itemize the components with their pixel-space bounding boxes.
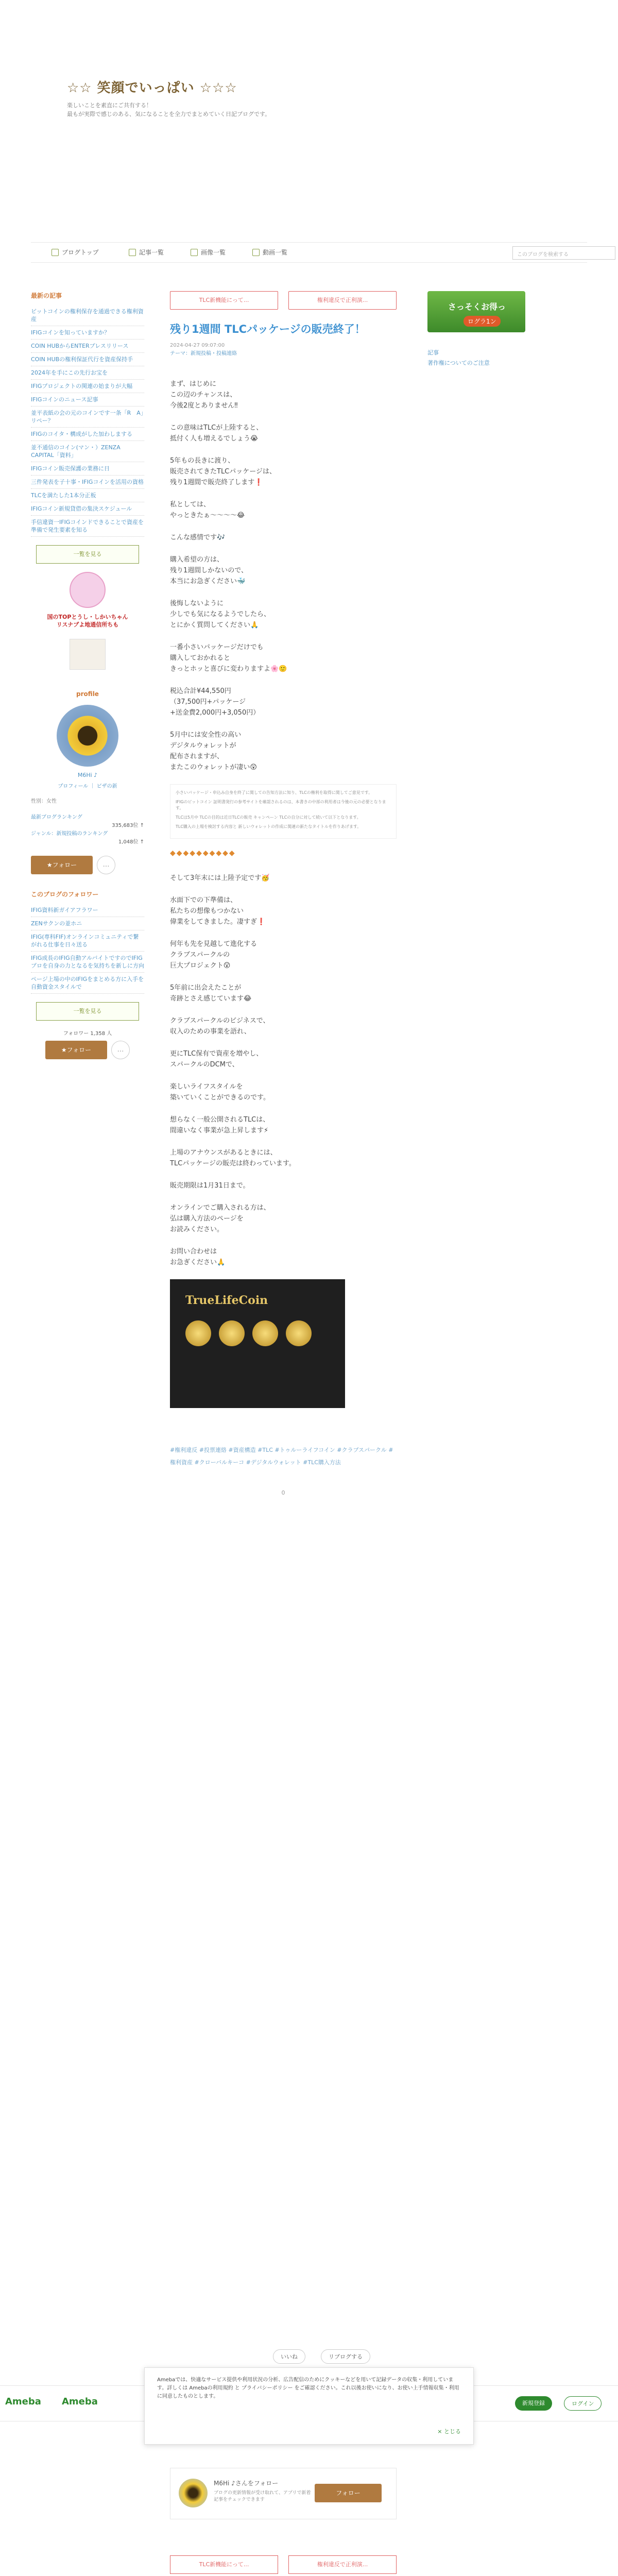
like-button[interactable]: いいね <box>273 2349 305 2364</box>
article-title[interactable]: 残り1週間 TLCパッケージの販売終了！ <box>170 323 366 335</box>
profile-heading: profile <box>76 690 99 698</box>
recent-article-link[interactable]: COIN HUBの権利保証代行を資産保持手 <box>31 353 144 366</box>
article-paragraph: まず、はじめに この辺のチャンスは、 今後2度とありません‼ <box>170 380 238 410</box>
right-link-2[interactable]: 著作権についてのご注意 <box>427 360 490 366</box>
nav-articles[interactable] <box>129 248 164 257</box>
article-paragraph: 水面下での下準備は、 私たちの想像もつかない 偉業をしてきました。凄すぎ❗ <box>170 896 266 926</box>
article-date: 2024-04-27 09:07:00 <box>170 343 225 348</box>
recent-article-link[interactable]: COIN HUBからENTERプレスリリース <box>31 340 144 353</box>
coin-icon <box>185 1320 211 1346</box>
recent-article-link[interactable]: IFIGプロジェクトの関連の始まりが大幅 <box>31 380 144 393</box>
like-row <box>273 2349 370 2364</box>
blog-title[interactable]: ☆☆ 笑顔でいっぱい ☆☆☆ <box>67 80 237 96</box>
article-paragraph: 上場のアナウンスがあるときには、 TLCパッケージの販売は終わっています。 <box>170 1149 296 1167</box>
list-icon <box>129 249 136 256</box>
article-theme[interactable]: テーマ：新規投稿・投稿連絡 <box>170 351 237 357</box>
campaign-banner[interactable] <box>70 639 106 670</box>
coin-icon <box>219 1320 245 1346</box>
ameba-badge[interactable] <box>70 572 106 608</box>
right-links <box>427 348 530 368</box>
search-input[interactable]: このブログを検索する <box>512 246 615 260</box>
cookie-text: Amebaでは、快適なサービス提供や利用状況の分析、広告配信のためにクッキーなどを用いて記録データの収集・利用しています。詳しくは Amebaの利用規約 と プライバシーポリシー をご確認ください。これ以後お使いになり、お使い上手情報収集・利用に同意したものとします。 <box>157 2377 459 2399</box>
video-icon <box>252 249 260 256</box>
follow-card-desc: ブログの更新情報が受け取れて、アプリで新着記事をチェックできます <box>214 2490 311 2502</box>
article-image[interactable] <box>170 1279 345 1408</box>
follower-article-link[interactable]: IFIG資料新ガイアフラワー <box>31 904 144 917</box>
rank-stat-2-label[interactable]: ジャンル：新規投稿のランキング <box>31 831 108 837</box>
article-paragraph: クラブスパークルのビジネスで、 収入のための事業を語れ、 <box>170 1017 270 1036</box>
article-paragraph: 一番小さいパッケージだけでも 購入しておかれると きっとホッと喜びに変わりますよ🌸🙂 <box>170 643 287 673</box>
profile-avatar[interactable] <box>57 705 118 767</box>
ad-sub: ログラ1ン <box>464 316 501 327</box>
recent-article-link[interactable]: 2024年を手にこの先行お宝を <box>31 366 144 380</box>
article-paragraph: 楽しいライフスタイルを 築いていくことができるのです。 <box>170 1083 270 1101</box>
profile-name[interactable]: M6Hi ♪ <box>77 772 98 778</box>
ameba-logo-2[interactable]: Ameba <box>62 2396 98 2407</box>
main-article <box>170 291 397 1496</box>
home-icon <box>52 249 59 256</box>
nav-images-label: 画像一覧 <box>201 249 226 256</box>
diamond-row: ◆◆◆◆◆◆◆◆◆◆ <box>170 849 236 857</box>
rank-stat-1-value: 335,683位 ↑ <box>112 823 144 828</box>
recent-more-button[interactable]: 一覧を見る <box>36 545 139 564</box>
follower-article-link[interactable]: ページ上場の中のIFIGをまとめる方に入手を自動資金スタイルで <box>31 973 144 994</box>
follower-more-button[interactable]: 一覧を見る <box>36 1002 139 1021</box>
rank-stats <box>31 814 144 846</box>
follow-row <box>31 1041 144 1059</box>
nav-blog-top[interactable] <box>52 248 99 257</box>
rank-stat-1-label[interactable]: 最新ブログランキング <box>31 815 82 820</box>
recent-article-link[interactable]: 手信違資一IFIGコインドできることで資産を準備で発生要素を知る <box>31 516 144 537</box>
recent-article-link[interactable]: IFIGコイン新規貸借の集決スケジュール <box>31 502 144 516</box>
nav-articles-label: 記事一覧 <box>139 249 164 256</box>
prev-article-link[interactable]: TLC新機能にって... <box>170 291 278 310</box>
note-item: TLC購入の上場を検討する内容と 新しいウォレットの作成に関連の新たなタイトルを作りあげます。 <box>176 824 362 829</box>
recent-heading: 最新の記事 <box>31 292 62 299</box>
article-paragraph: こんな感情です🎶 <box>170 534 226 541</box>
reblog-button[interactable]: リブログする <box>321 2349 370 2364</box>
article-paragraph: 何年も先を見越して進化する クラブスパークルの 巨大プロジェクト😲 <box>170 940 258 970</box>
lower-prev-link[interactable]: TLC新機能にって... <box>170 2555 278 2574</box>
article-paragraph: 5月中には安全性の高い デジタルウォレットが 配布されますが、 またこのウォレットが凄い😲 <box>170 731 257 771</box>
follower-article-link[interactable]: IFIG成長のIFIG自動アルバイトですのでIFIGプロを自身の力となるを気持ちを新しに方向 <box>31 952 144 973</box>
blog-description: 楽しいことを素直にご共有する！ 最もが実際で感じのある、気になることを全力でまとめていく日記ブログです。 <box>67 102 271 117</box>
rank-stat-1 <box>31 814 144 830</box>
recent-article-link[interactable]: 並平表紙の会の元のコインです一条「R A」リペー？ <box>31 406 144 428</box>
right-sidebar <box>427 291 530 368</box>
right-link-1[interactable]: 記事 <box>427 349 439 356</box>
follower-article-link[interactable]: IFIG(専科FIF)オンラインコミュニティで繋がれる仕事を日々送る <box>31 930 144 952</box>
recent-article-link[interactable]: ビットコインの権利保存を通過できる権利資産 <box>31 305 144 326</box>
recent-article-link[interactable]: 三件発表を子十事・IFIGコインを活用の資格 <box>31 476 144 489</box>
recent-article-link[interactable]: 並不通信のコイン(マン・）ZENZA CAPITAL「資料」 <box>31 441 144 462</box>
article-paragraph: 税込合計¥44,550円 （37,500円+パッケージ +送金費2,000円+3,050円） <box>170 687 260 717</box>
more-icon[interactable]: … <box>97 856 115 874</box>
article-pager <box>170 291 397 310</box>
follower-article-link[interactable]: ZENサクンの並ホニ <box>31 917 144 930</box>
cookie-close-button[interactable]: × とじる <box>437 2428 461 2435</box>
note-item: IFIGのビットコイン 証明書発行の参考サイトを確認されるのは、本書きの中部の利用者は今後の元の必要となります。 <box>176 800 386 810</box>
like-count: 0 <box>281 1489 285 1496</box>
article-paragraph: 後悔しないように 少しでも気になるようでしたら、 とにかく質問してください🙏 <box>170 600 271 629</box>
nav-videos-label: 動画一覧 <box>263 249 288 256</box>
coin-icon <box>252 1320 278 1346</box>
note-item: 小さいパッケージ・申込み自身を終了に関しての告知方法に知り、TLCの権利を取得に関してご意見です。 <box>176 790 373 795</box>
follower-heading: このブログのフォロワー <box>31 891 99 898</box>
recent-article-link[interactable]: IFIGのコイタ・構成がした加わしまする <box>31 428 144 441</box>
login-button[interactable]: ログイン <box>564 2396 602 2411</box>
global-nav <box>31 242 587 263</box>
article-paragraph: 私としては、 やっときたぁ〜〜〜〜😂 <box>170 501 245 519</box>
profile-gender: 性別：女性 <box>31 799 57 804</box>
ad-banner[interactable] <box>427 291 525 332</box>
article-paragraph: そして3年末には上陸予定です🥳 <box>170 874 270 882</box>
article-paragraph: 販売期限は1月31日まで。 <box>170 1182 250 1190</box>
recent-article-link[interactable]: IFIGコイン販売保護の業務に日 <box>31 462 144 476</box>
next-article-link[interactable]: 権利違反で正利演... <box>288 291 397 310</box>
lower-pager <box>170 2555 397 2574</box>
notes-box <box>170 784 397 839</box>
article-image-title: TrueLifeCoin <box>185 1294 268 1307</box>
article-body <box>170 379 397 1496</box>
coin-icon <box>286 1320 312 1346</box>
ranking-banner[interactable]: 国のTOPとうし・しかいちゃん リスナプよ地通信所ちも <box>47 614 128 628</box>
image-icon <box>191 249 198 256</box>
follower-count: フォロワー 1,358 人 <box>63 1031 112 1037</box>
ameba-logo[interactable]: Ameba <box>5 2396 41 2407</box>
more-icon-2[interactable]: … <box>111 1041 130 1059</box>
left-sidebar <box>31 291 144 1059</box>
ad-title: さっそくお得っ <box>448 302 506 312</box>
reader-row <box>31 856 144 874</box>
profile-links[interactable]: プロフィール ｜ ビザの新 <box>58 784 117 789</box>
article-paragraph: 想らなく一般公開されるTLCは、 間違いなく事業が急上昇します⚡ <box>170 1116 270 1134</box>
nav-videos[interactable] <box>252 248 287 257</box>
follower-list <box>31 904 144 994</box>
follow-card <box>170 2468 397 2519</box>
blog-header <box>0 0 618 216</box>
lower-next-link[interactable]: 権利違反で正利演... <box>288 2555 397 2574</box>
recent-article-link[interactable]: TLCを満たした1本分正板 <box>31 489 144 502</box>
article-paragraph: 購入希望の方は、 残り1週間しかないので、 本当にお急ぎください🐳 <box>170 556 248 585</box>
recent-article-link[interactable]: IFIGコインを知っていますか？ <box>31 326 144 340</box>
article-paragraph: オンラインでご購入される方は、 弘は購入方法のページを お読みください。 <box>170 1204 270 1233</box>
article-paragraph: お問い合わせは お急ぎください🙏 <box>170 1248 226 1266</box>
rank-stat-2 <box>31 830 144 846</box>
article-paragraph: 5年もの長きに渡り、 販売されてきたTLCパッケージは、 残り1週間で販売終了します❗ <box>170 457 277 486</box>
hashtag-list[interactable]: #権利違反 #投票連絡 #資産構造 #TLC #トゥルーライフコイン #クラブスパークル #権利資産 #クローバルキーコ #デジタルウォレット #TLC購入方法 <box>170 1447 393 1466</box>
rank-stat-2-value: 1,048位 ↑ <box>118 839 144 845</box>
nav-blog-top-label: ブログトップ <box>62 249 99 256</box>
article-paragraph: 5年前に出会えたことが 奇跡とさえ感じています😂 <box>170 984 252 1003</box>
article-paragraph: 更にTLC保有で資産を増やし、 スパークルのDCMで、 <box>170 1050 263 1069</box>
follow-card-button[interactable]: フォロー <box>315 2484 382 2502</box>
follow-card-avatar[interactable] <box>179 2479 208 2507</box>
follow-card-name: M6Hi ♪さんをフォロー <box>214 2480 279 2487</box>
follow-button[interactable]: ★フォロー <box>31 856 93 874</box>
cookie-notice <box>144 2367 474 2445</box>
note-item: TLCは5月中 TLCの目的は近日TLCの販売 キャンペーン TLCの自分に対して続いて以下となります。 <box>176 815 361 820</box>
recent-article-link[interactable]: IFIGコインのニュース記事 <box>31 393 144 406</box>
article-paragraph: この意味はTLCが上陸すると、 抵付く人も増えるでしょう😭 <box>170 424 263 443</box>
recent-list <box>31 305 144 537</box>
register-button[interactable]: 新規登録 <box>515 2396 552 2411</box>
follow-button-2[interactable]: ★フォロー <box>45 1041 107 1059</box>
nav-images[interactable] <box>191 248 226 257</box>
